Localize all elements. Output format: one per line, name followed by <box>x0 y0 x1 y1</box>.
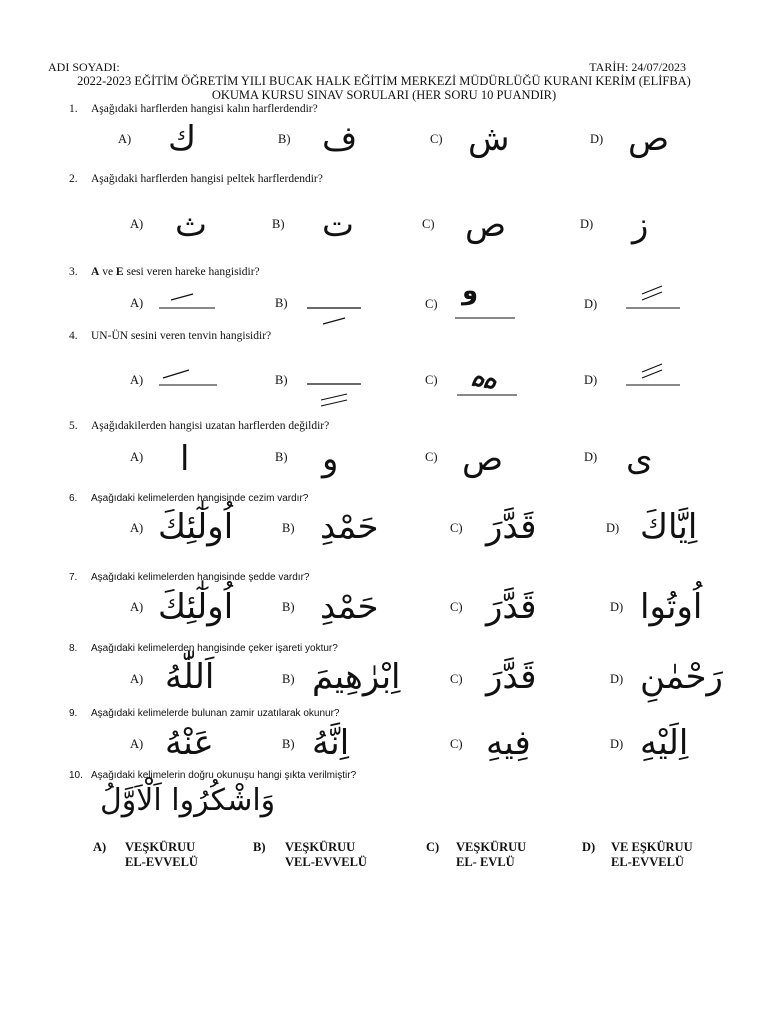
option-b-label: B) <box>275 450 288 464</box>
option-b-label: B) <box>282 600 295 614</box>
option-b-word[interactable]: اِنَّهُ <box>312 723 350 763</box>
answer-c-line2: EL- EVLÜ <box>456 855 515 869</box>
option-a-letter[interactable]: ا <box>180 439 190 479</box>
option-b-label: B) <box>275 373 288 387</box>
damma-mark[interactable]: و <box>462 276 479 306</box>
fatha-mark[interactable] <box>155 366 219 388</box>
question-1: 1. Aşağıdaki harflerden hangisi kalın harflerdendir? <box>69 103 318 115</box>
answer-d-label: D) <box>582 840 596 854</box>
name-label: ADI SOYADI: <box>48 60 120 74</box>
option-d-label: D) <box>610 672 624 686</box>
option-d-label: D) <box>584 297 598 311</box>
option-c-letter[interactable]: ص <box>465 205 507 245</box>
option-a-label: A) <box>130 373 144 387</box>
option-d-label: D) <box>610 737 624 751</box>
answer-a-label: A) <box>93 840 107 854</box>
option-d-label: D) <box>584 373 598 387</box>
option-b-label: B) <box>275 296 288 310</box>
option-c-letter[interactable]: ص <box>462 439 504 479</box>
header-row <box>48 60 686 74</box>
answer-d-line1: VE EŞKÜRUU <box>611 840 693 854</box>
option-d-word[interactable]: اِلَيْهِ <box>640 723 689 763</box>
question-text: Aşağıdaki kelimelerde bulunan zamir uzatılarak okunur? <box>91 708 340 719</box>
option-b-letter[interactable]: ف <box>322 119 358 159</box>
option-b-label: B) <box>282 672 295 686</box>
option-b-label: B) <box>278 132 291 146</box>
question-text: Aşağıdaki kelimelerden hangisinde çeker işareti yoktur? <box>91 643 338 654</box>
answer-a-line1: VEŞKÜRUU <box>125 840 196 854</box>
option-a-word[interactable]: اَللّٰهُ <box>165 657 215 697</box>
option-a-label: A) <box>130 521 144 535</box>
arabic-phrase: وَاشْكُرُوا اَلْاَوَّلُ <box>100 783 276 818</box>
option-b-letter[interactable]: و <box>322 439 339 479</box>
answer-b[interactable] <box>253 840 403 872</box>
double-damma-mark[interactable] <box>455 366 519 398</box>
question-2: 2. Aşağıdaki harflerden hangisi peltek harflerdendir? <box>69 173 323 185</box>
option-d-label: D) <box>584 450 598 464</box>
question-8: 8. Aşağıdaki kelimelerden hangisinde çeker işareti yoktur? <box>69 643 338 654</box>
option-a-label: A) <box>130 600 144 614</box>
answer-b-line1: VEŞKÜRUU <box>285 840 356 854</box>
option-c-label: C) <box>450 672 463 686</box>
option-d-letter[interactable]: ى <box>626 439 653 479</box>
question-10: 10. Aşağıdaki kelimelerin doğru okunuşu hangi şıkta verilmiştir? <box>69 770 357 781</box>
option-d-label: D) <box>606 521 620 535</box>
option-a-label: A) <box>130 450 144 464</box>
option-b-label: B) <box>282 737 295 751</box>
question-text: UN-ÜN sesini veren tenvin hangisidir? <box>91 330 272 342</box>
option-a-label: A) <box>118 132 132 146</box>
option-c-label: C) <box>422 217 435 231</box>
option-a-word[interactable]: اُولٰٓئِكَ <box>158 507 234 547</box>
question-text: Aşağıdaki kelimelerden hangisinde cezim vardır? <box>91 493 309 504</box>
question-6: 6. Aşağıdaki kelimelerden hangisinde cezim vardır? <box>69 493 309 504</box>
option-c-label: C) <box>425 373 438 387</box>
answer-b-label: B) <box>253 840 266 854</box>
answer-c[interactable] <box>426 840 576 872</box>
baseline <box>455 312 517 320</box>
answer-b-line2: VEL-EVVELÜ <box>285 855 367 869</box>
option-b-word[interactable]: اِبْرٰهِيمَ <box>312 657 401 697</box>
option-a-word[interactable]: اُولٰٓئِكَ <box>158 587 234 627</box>
option-b-label: B) <box>272 217 285 231</box>
option-a-label: A) <box>130 672 144 686</box>
option-c-label: C) <box>450 521 463 535</box>
option-c-label: C) <box>450 600 463 614</box>
option-d-letter[interactable]: ص <box>628 119 670 159</box>
answer-c-line1: VEŞKÜRUU <box>456 840 527 854</box>
option-c-letter[interactable]: ش <box>468 119 510 159</box>
double-kasra-mark[interactable] <box>305 376 365 410</box>
option-b-label: B) <box>282 521 295 535</box>
option-a-word[interactable]: عَنْهُ <box>165 723 214 763</box>
question-text: Aşağıdaki harflerden hangisi peltek harflerdendir? <box>91 173 323 185</box>
answer-c-label: C) <box>426 840 440 854</box>
option-c-word[interactable]: قَدَّرَ <box>486 657 537 697</box>
answer-d-line2: EL-EVVELÜ <box>611 855 684 869</box>
date-label: TARİH: 24/07/2023 <box>589 60 686 74</box>
option-c-word[interactable]: قَدَّرَ <box>486 507 537 547</box>
option-d-word[interactable]: رَحْمٰنِ <box>640 657 723 697</box>
option-c-label: C) <box>425 450 438 464</box>
option-b-letter[interactable]: ت <box>322 205 355 245</box>
option-d-word[interactable]: اُوتُوا <box>640 587 703 627</box>
exam-title: 2022-2023 EĞİTİM ÖĞRETİM YILI BUCAK HALK EĞİTİM MERKEZİ MÜDÜRLÜĞÜ KURANI KERİM (ELİFBA) <box>77 74 691 88</box>
option-d-word[interactable]: اِيَّاكَ <box>640 507 698 547</box>
option-a-letter[interactable]: ث <box>175 205 208 245</box>
double-fatha-mark[interactable] <box>622 282 682 310</box>
question-5: 5. Aşağıdakilerden hangisi uzatan harflerden değildir? <box>69 420 330 432</box>
option-a-label: A) <box>130 296 144 310</box>
fatha-mark[interactable] <box>155 286 217 312</box>
question-text: Aşağıdaki kelimelerden hangisinde şedde vardır? <box>91 572 310 583</box>
question-text: Aşağıdaki harflerden hangisi kalın harflerdendir? <box>91 103 318 115</box>
option-d-letter[interactable]: ز <box>632 205 649 245</box>
option-a-label: A) <box>130 217 144 231</box>
option-d-label: D) <box>610 600 624 614</box>
option-a-letter[interactable]: ك <box>168 119 197 159</box>
answer-d[interactable] <box>582 840 742 872</box>
option-a-label: A) <box>130 737 144 751</box>
question-3: 3. A ve E sesi veren hareke hangisidir? <box>69 266 260 278</box>
question-7: 7. Aşağıdaki kelimelerden hangisinde şedde vardır? <box>69 572 310 583</box>
option-c-label: C) <box>425 297 438 311</box>
option-c-label: C) <box>450 737 463 751</box>
option-b-word[interactable]: حَمْدِ <box>320 587 379 627</box>
double-fatha-mark[interactable] <box>622 360 682 388</box>
answer-a[interactable] <box>93 840 243 872</box>
question-4: 4. UN-ÜN sesini veren tenvin hangisidir? <box>69 330 272 342</box>
exam-subtitle: OKUMA KURSU SINAV SORULARI (HER SORU 10 PUANDIR) <box>211 88 557 102</box>
kasra-mark[interactable] <box>305 296 363 330</box>
option-d-label: D) <box>590 132 604 146</box>
option-b-word[interactable]: حَمْدِ <box>320 507 379 547</box>
question-9: 9. Aşağıdaki kelimelerde bulunan zamir uzatılarak okunur? <box>69 708 340 719</box>
question-text: Aşağıdakilerden hangisi uzatan harflerden değildir? <box>91 420 330 432</box>
option-d-label: D) <box>580 217 594 231</box>
answer-a-line2: EL-EVVELÜ <box>125 855 198 869</box>
option-c-label: C) <box>430 132 443 146</box>
option-c-word[interactable]: فِيهِ <box>486 723 531 763</box>
option-c-word[interactable]: قَدَّرَ <box>486 587 537 627</box>
question-text: Aşağıdaki kelimelerin doğru okunuşu hangi şıkta verilmiştir? <box>91 770 357 781</box>
